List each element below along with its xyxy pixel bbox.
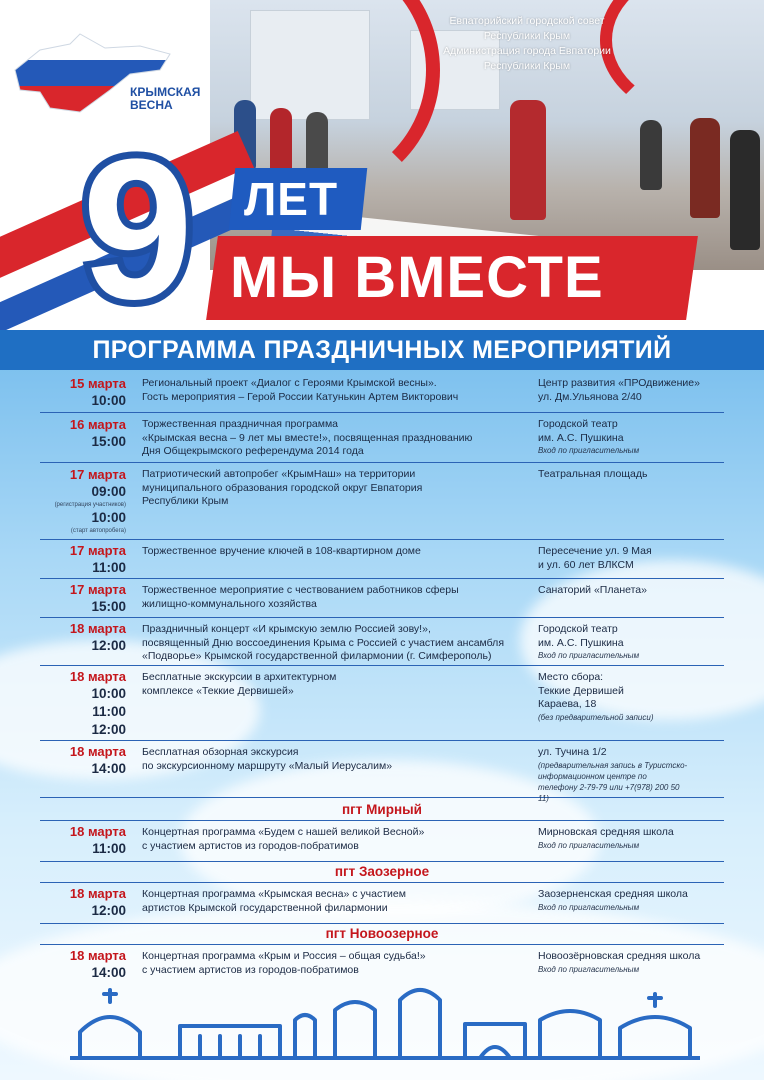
event-description xyxy=(142,888,528,915)
place-line: Мирновская средняя школа xyxy=(538,826,674,838)
place-line: Караева, 18 xyxy=(538,698,597,710)
event-description xyxy=(142,418,528,459)
event-day: 18 марта xyxy=(69,886,126,901)
schedule-table xyxy=(40,372,724,986)
event-time: 14:00 xyxy=(91,761,126,776)
event-date xyxy=(40,947,126,982)
event-date xyxy=(40,823,126,858)
time-note: (старт автопробега) xyxy=(70,528,126,534)
district-title: пгт Мирный xyxy=(342,802,422,817)
event-time: 10:00 xyxy=(91,510,126,525)
program-title: ПРОГРАММА ПРАЗДНИЧНЫХ МЕРОПРИЯТИЙ xyxy=(92,336,672,364)
event-time: 12:00 xyxy=(91,638,126,653)
evpatoria-skyline-icon xyxy=(70,980,700,1060)
table-row xyxy=(40,618,724,666)
organizer-line: Администрация города Евпатории xyxy=(443,45,611,57)
event-line: Бесплатные экскурсии в архитектурном xyxy=(142,671,337,683)
event-line: Праздничный концерт «И крымскую землю Россией зову!», xyxy=(142,623,431,635)
event-time: 14:00 xyxy=(91,965,126,980)
place-line: ул. Тучина 1/2 xyxy=(538,746,607,758)
event-place xyxy=(538,826,724,851)
headline-number: 9 xyxy=(82,118,194,330)
event-line: Торжественное вручение ключей в 108-квартирном доме xyxy=(142,545,421,557)
event-day: 15 марта xyxy=(69,376,126,391)
event-line: «Подворье» Крымской государственной филармонии (г. Симферополь) xyxy=(142,650,492,662)
place-line: Теккие Дервишей xyxy=(538,684,624,697)
place-line: им. А.С. Пушкина xyxy=(538,431,624,444)
event-line: Концертная программа «Крымская весна» с участием xyxy=(142,888,406,900)
event-description xyxy=(142,950,528,977)
event-day: 18 марта xyxy=(69,669,126,684)
place-line: и ул. 60 лет ВЛКСМ xyxy=(538,558,634,571)
organizers xyxy=(432,14,622,74)
place-line: Санаторий «Планета» xyxy=(538,584,647,596)
event-place xyxy=(538,418,724,456)
event-line: Концертная программа «Крым и Россия – общая судьба!» xyxy=(142,950,426,962)
event-time: 10:00 xyxy=(91,393,126,408)
event-date xyxy=(40,885,126,920)
event-place xyxy=(538,623,724,661)
place-note: Вход по пригласительным xyxy=(538,902,640,912)
logo-line: ВЕСНА xyxy=(130,98,173,112)
event-place xyxy=(538,671,724,723)
event-description xyxy=(142,468,528,509)
place-note: Вход по пригласительным xyxy=(538,840,640,850)
table-row xyxy=(40,463,724,540)
event-line: жилищно-коммунального хозяйства xyxy=(142,597,317,610)
district-title: пгт Заозерное xyxy=(334,864,430,879)
event-place xyxy=(538,377,724,404)
event-description xyxy=(142,377,528,404)
event-date xyxy=(40,416,126,451)
person-shape xyxy=(690,118,720,218)
event-description xyxy=(142,746,528,773)
event-line: с участием артистов из городов-побратимов xyxy=(142,963,359,976)
event-place xyxy=(538,545,724,572)
place-note: Вход по пригласительным xyxy=(538,964,640,974)
event-time: 09:00 xyxy=(91,484,126,499)
event-date xyxy=(40,466,126,535)
event-place xyxy=(538,950,724,975)
event-date xyxy=(40,668,126,739)
place-line: Городской театр xyxy=(538,418,618,430)
place-note: (предварительная запись в Туристско-информационном центре по телефону 2-79-79 или +7(978) 200 50 11) xyxy=(538,760,688,803)
table-row xyxy=(40,820,724,862)
event-line: Концертная программа «Будем с нашей великой Весной» xyxy=(142,826,425,838)
event-line: «Крымская весна – 9 лет мы вместе!», посвященная празднованию xyxy=(142,431,473,444)
event-day: 17 марта xyxy=(69,467,126,482)
event-line: Торжественная праздничная программа xyxy=(142,418,339,430)
event-date xyxy=(40,581,126,616)
place-line: им. А.С. Пушкина xyxy=(538,636,624,649)
event-time: 15:00 xyxy=(91,434,126,449)
event-line: муниципального образования городской округ Евпатория xyxy=(142,481,423,494)
event-day: 18 марта xyxy=(69,744,126,759)
place-note: Вход по пригласительным xyxy=(538,651,640,660)
district-title: пгт Новоозерное xyxy=(325,926,439,941)
event-date xyxy=(40,743,126,778)
event-day: 18 марта xyxy=(69,948,126,963)
event-place xyxy=(538,468,724,482)
person-shape xyxy=(510,100,546,220)
person-shape xyxy=(640,120,662,190)
place-note: (без предварительной записи) xyxy=(538,712,654,722)
event-line: посвященный Дню воссоединения Крыма с Россией с участием ансамбля xyxy=(142,636,504,649)
event-time: 12:00 xyxy=(91,722,126,737)
event-line: Региональный проект «Диалог с Героями Крымской весны». xyxy=(142,377,437,389)
headline-years: ЛЕТ xyxy=(244,173,339,225)
event-day: 17 марта xyxy=(69,543,126,558)
table-row xyxy=(40,372,724,413)
headline-slogan: МЫ ВМЕСТЕ xyxy=(230,245,604,310)
organizer-line: Республики Крым xyxy=(483,60,571,72)
event-line: Дня Общекрымского референдума 2014 года xyxy=(142,445,364,457)
person-shape xyxy=(730,130,760,250)
place-line: Новоозёрновская средняя школа xyxy=(538,950,701,962)
event-date xyxy=(40,620,126,655)
table-row xyxy=(40,666,724,741)
event-description xyxy=(142,623,528,664)
event-place xyxy=(538,746,724,804)
place-line: Заозерненская средняя школа xyxy=(538,888,688,900)
event-day: 18 марта xyxy=(69,824,126,839)
organizer-line: Евпаторийский городской совет xyxy=(449,15,605,27)
event-line: Торжественное мероприятие с чествованием работников сферы xyxy=(142,584,459,596)
event-date xyxy=(40,542,126,577)
event-time: 11:00 xyxy=(92,560,126,575)
table-row xyxy=(40,579,724,618)
event-line: комплексе «Теккие Дервишей» xyxy=(142,684,294,697)
table-row xyxy=(40,882,724,924)
event-time: 11:00 xyxy=(92,841,126,856)
place-line: Центр развития «ПРОдвижение» xyxy=(538,377,700,389)
event-day: 18 марта xyxy=(69,621,126,636)
event-line: с участием артистов из городов-побратимов xyxy=(142,839,359,852)
event-day: 17 марта xyxy=(69,582,126,597)
event-description xyxy=(142,584,528,611)
event-time: 10:00 xyxy=(91,686,126,701)
event-time: 12:00 xyxy=(91,903,126,918)
poster-header xyxy=(0,0,764,330)
place-note: Вход по пригласительным xyxy=(538,446,640,455)
event-line: Республики Крым xyxy=(142,495,229,507)
event-line: Патриотический автопробег «КрымНаш» на территории xyxy=(142,468,416,480)
place-line: Место сбора: xyxy=(538,671,604,683)
event-description xyxy=(142,826,528,853)
event-description xyxy=(142,671,528,698)
table-row xyxy=(40,741,724,803)
event-line: Бесплатная обзорная экскурсия xyxy=(142,746,299,758)
event-description xyxy=(142,545,528,559)
logo-line: КРЫМСКАЯ xyxy=(130,85,201,99)
event-day: 16 марта xyxy=(69,417,126,432)
place-line: Пересечение ул. 9 Мая xyxy=(538,545,652,557)
event-date xyxy=(40,375,126,410)
event-time: 11:00 xyxy=(92,704,126,719)
event-line: Гость мероприятия – Герой России Катунькин Артем Викторович xyxy=(142,390,459,403)
place-line: ул. Дм.Ульянова 2/40 xyxy=(538,390,642,403)
time-note: (регистрация участников) xyxy=(54,502,126,508)
place-line: Театральная площадь xyxy=(538,468,648,480)
organizer-line: Республики Крым xyxy=(483,30,571,42)
logo-text xyxy=(130,86,200,112)
event-place xyxy=(538,584,724,598)
event-line: артистов Крымской государственной филармонии xyxy=(142,901,388,914)
event-place xyxy=(538,888,724,913)
table-row xyxy=(40,540,724,579)
place-line: Городской театр xyxy=(538,623,618,635)
event-time: 15:00 xyxy=(91,599,126,614)
event-line: по экскурсионному маршруту «Малый Иерусалим» xyxy=(142,759,393,772)
table-row xyxy=(40,413,724,463)
